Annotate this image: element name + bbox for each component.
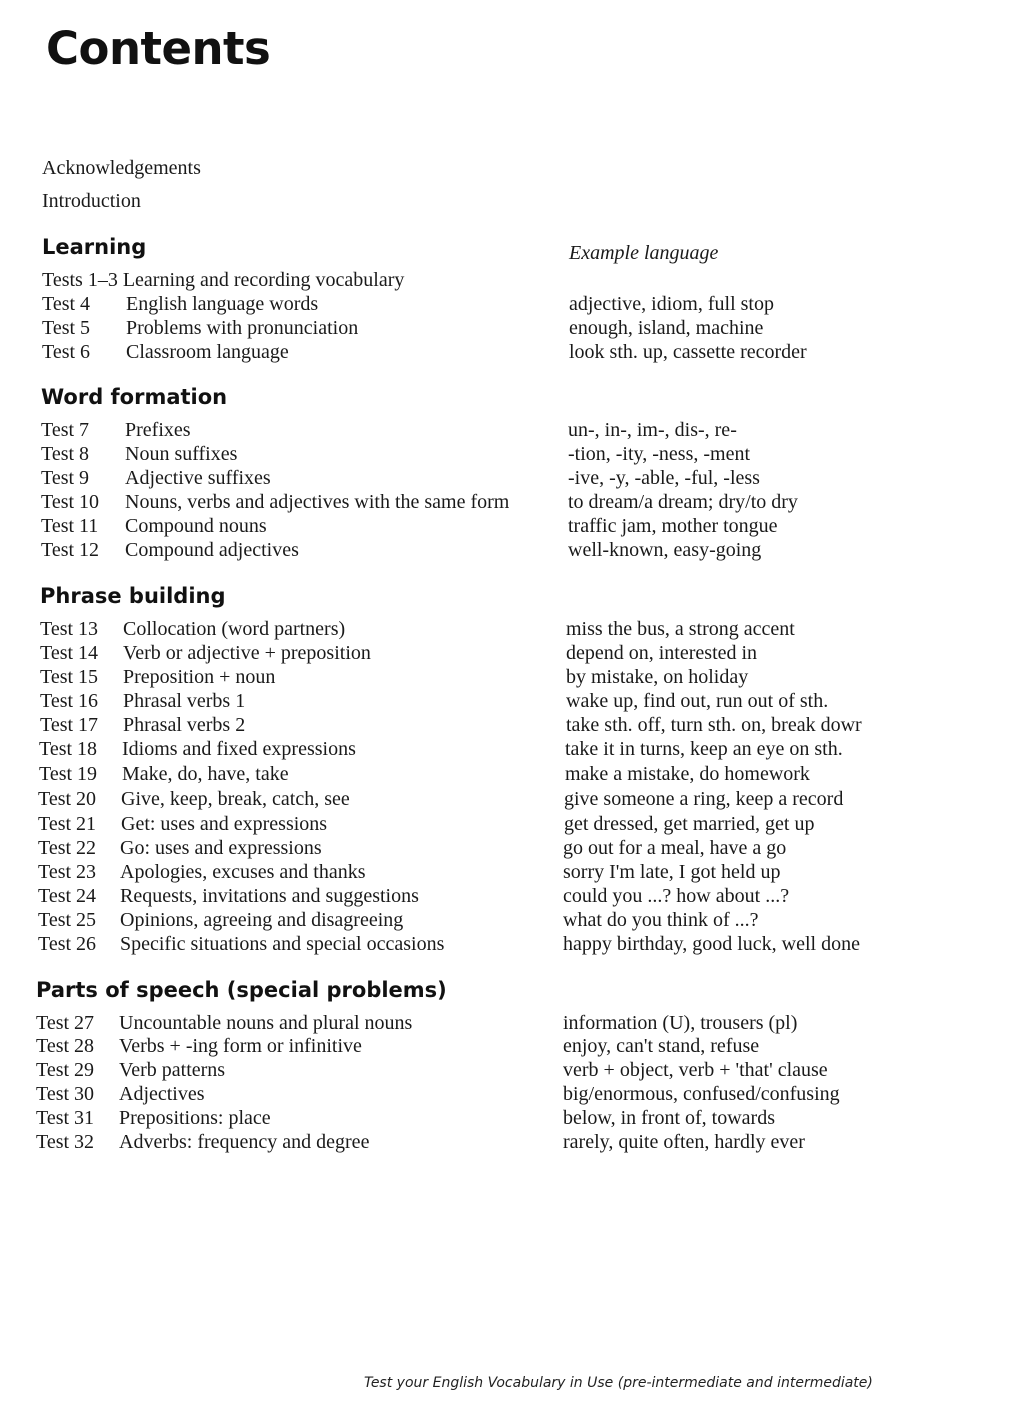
section-heading: Phrase building	[40, 584, 226, 608]
toc-row	[0, 1058, 1020, 1082]
test-number: Test 26	[38, 933, 97, 955]
example-language: depend on, interested in	[566, 642, 758, 664]
book-title-footer: Test your English Vocabulary in Use (pre-intermediate and intermediate)	[364, 1375, 873, 1391]
test-number: Test 7	[41, 419, 90, 441]
section-heading: Learning	[42, 235, 147, 259]
section-heading: Parts of speech (special problems)	[36, 978, 447, 1002]
test-number: Test 19	[39, 763, 98, 785]
toc-row	[0, 1106, 1020, 1130]
test-topic: Go: uses and expressions	[120, 837, 322, 859]
example-language: make a mistake, do homework	[565, 763, 810, 785]
toc-row	[0, 836, 1020, 860]
example-language: below, in front of, towards	[563, 1107, 775, 1129]
toc-row	[0, 538, 1020, 562]
toc-row	[0, 466, 1020, 490]
test-number: Test 25	[38, 909, 97, 931]
test-topic: Opinions, agreeing and disagreeing	[120, 909, 404, 931]
toc-row	[0, 1130, 1020, 1154]
toc-row	[0, 737, 1020, 761]
example-language: big/enormous, confused/confusing	[563, 1083, 840, 1105]
toc-row	[0, 490, 1020, 514]
section-heading: Word formation	[41, 385, 228, 409]
test-topic: Compound adjectives	[125, 539, 299, 561]
example-language: verb + object, verb + 'that' clause	[563, 1059, 828, 1081]
toc-row	[0, 908, 1020, 932]
test-topic: Adjective suffixes	[125, 467, 271, 489]
toc-row	[0, 442, 1020, 466]
toc-row	[0, 1082, 1020, 1106]
toc-row	[0, 665, 1020, 689]
example-language: by mistake, on holiday	[566, 666, 749, 688]
test-number: Test 17	[40, 714, 99, 736]
test-topic: Problems with pronunciation	[126, 317, 359, 339]
test-topic: Verb patterns	[119, 1059, 226, 1081]
toc-row	[0, 812, 1020, 836]
example-language: miss the bus, a strong accent	[566, 618, 795, 640]
test-number: Test 4	[42, 293, 91, 315]
test-number: Test 5	[42, 317, 91, 339]
test-topic: Noun suffixes	[125, 443, 238, 465]
test-topic: Specific situations and special occasions	[120, 933, 445, 955]
test-number: Test 6	[42, 341, 91, 363]
test-topic: Prefixes	[125, 419, 191, 441]
test-number: Tests 1–3 Learning and recording vocabulary	[42, 269, 405, 291]
example-language: traffic jam, mother tongue	[568, 515, 778, 537]
test-topic: Get: uses and expressions	[121, 813, 328, 835]
test-number: Test 20	[38, 788, 97, 810]
example-language: un-, in-, im-, dis-, re-	[568, 419, 737, 441]
example-language: well-known, easy-going	[568, 539, 762, 561]
test-topic: Phrasal verbs 1	[123, 690, 246, 712]
test-topic: Apologies, excuses and thanks	[120, 861, 366, 883]
toc-row	[0, 1011, 1020, 1035]
test-number: Test 8	[41, 443, 90, 465]
toc-row	[0, 268, 1020, 292]
test-number: Test 28	[36, 1035, 95, 1057]
test-number: Test 22	[38, 837, 97, 859]
example-language: enjoy, can't stand, refuse	[563, 1035, 760, 1057]
toc-row	[0, 514, 1020, 538]
example-language: information (U), trousers (pl)	[563, 1012, 798, 1034]
example-language: adjective, idiom, full stop	[569, 293, 774, 315]
test-topic: Verb or adjective + preposition	[123, 642, 371, 664]
test-number: Test 31	[36, 1107, 95, 1129]
test-number: Test 18	[39, 738, 98, 760]
example-language: go out for a meal, have a go	[563, 837, 787, 859]
test-topic: Verbs + -ing form or infinitive	[119, 1035, 362, 1057]
example-language: get dressed, get married, get up	[564, 813, 815, 835]
example-language: could you ...? how about ...?	[563, 885, 790, 907]
example-language: to dream/a dream; dry/to dry	[568, 491, 798, 513]
test-number: Test 14	[40, 642, 99, 664]
test-topic: Collocation (word partners)	[123, 618, 346, 640]
example-language: what do you think of ...?	[563, 909, 759, 931]
test-number: Test 21	[38, 813, 97, 835]
test-topic: Give, keep, break, catch, see	[121, 788, 350, 810]
test-number: Test 23	[38, 861, 97, 883]
example-language: rarely, quite often, hardly ever	[563, 1131, 805, 1153]
test-number: Test 24	[38, 885, 97, 907]
test-topic: Phrasal verbs 2	[123, 714, 246, 736]
example-language: enough, island, machine	[569, 317, 764, 339]
test-topic: Make, do, have, take	[122, 763, 289, 785]
toc-row	[0, 418, 1020, 442]
test-topic: Uncountable nouns and plural nouns	[119, 1012, 413, 1034]
example-language: take sth. off, turn sth. on, break dowr	[566, 714, 862, 736]
test-topic: Compound nouns	[125, 515, 267, 537]
toc-row	[0, 316, 1020, 340]
example-language: -ive, -y, -able, -ful, -less	[568, 467, 760, 489]
example-language: -tion, -ity, -ness, -ment	[568, 443, 751, 465]
page-title: Contents	[46, 22, 271, 75]
test-number: Test 13	[40, 618, 99, 640]
test-number: Test 9	[41, 467, 90, 489]
toc-row	[0, 617, 1020, 641]
test-number: Test 29	[36, 1059, 95, 1081]
test-topic: Prepositions: place	[119, 1107, 271, 1129]
toc-row	[0, 884, 1020, 908]
toc-row	[0, 860, 1020, 884]
test-number: Test 12	[41, 539, 100, 561]
toc-row	[0, 689, 1020, 713]
test-topic: Adverbs: frequency and degree	[119, 1131, 370, 1153]
test-number: Test 16	[40, 690, 99, 712]
toc-row	[0, 292, 1020, 316]
example-language: wake up, find out, run out of sth.	[566, 690, 829, 712]
toc-row	[0, 340, 1020, 364]
front-matter-acknowledgements: Acknowledgements	[42, 157, 201, 179]
test-number: Test 27	[36, 1012, 95, 1034]
toc-row	[0, 713, 1020, 737]
front-matter-introduction: Introduction	[42, 190, 141, 212]
test-number: Test 11	[41, 515, 99, 537]
toc-row	[0, 932, 1020, 956]
test-topic: Adjectives	[119, 1083, 205, 1105]
example-language: give someone a ring, keep a record	[564, 788, 844, 810]
test-number: Test 32	[36, 1131, 95, 1153]
test-topic: Preposition + noun	[123, 666, 276, 688]
toc-row	[0, 762, 1020, 786]
example-language: look sth. up, cassette recorder	[569, 341, 807, 363]
example-language: take it in turns, keep an eye on sth.	[565, 738, 843, 760]
test-topic: Idioms and fixed expressions	[122, 738, 356, 760]
toc-row	[0, 787, 1020, 811]
example-language-heading: Example language	[569, 242, 719, 264]
test-topic: English language words	[126, 293, 319, 315]
test-topic: Nouns, verbs and adjectives with the same form	[125, 491, 510, 513]
toc-row	[0, 641, 1020, 665]
test-topic: Classroom language	[126, 341, 289, 363]
test-number: Test 10	[41, 491, 100, 513]
example-language: sorry I'm late, I got held up	[563, 861, 781, 883]
test-number: Test 15	[40, 666, 99, 688]
example-language: happy birthday, good luck, well done	[563, 933, 860, 955]
test-topic: Requests, invitations and suggestions	[120, 885, 419, 907]
toc-row	[0, 1034, 1020, 1058]
test-number: Test 30	[36, 1083, 95, 1105]
